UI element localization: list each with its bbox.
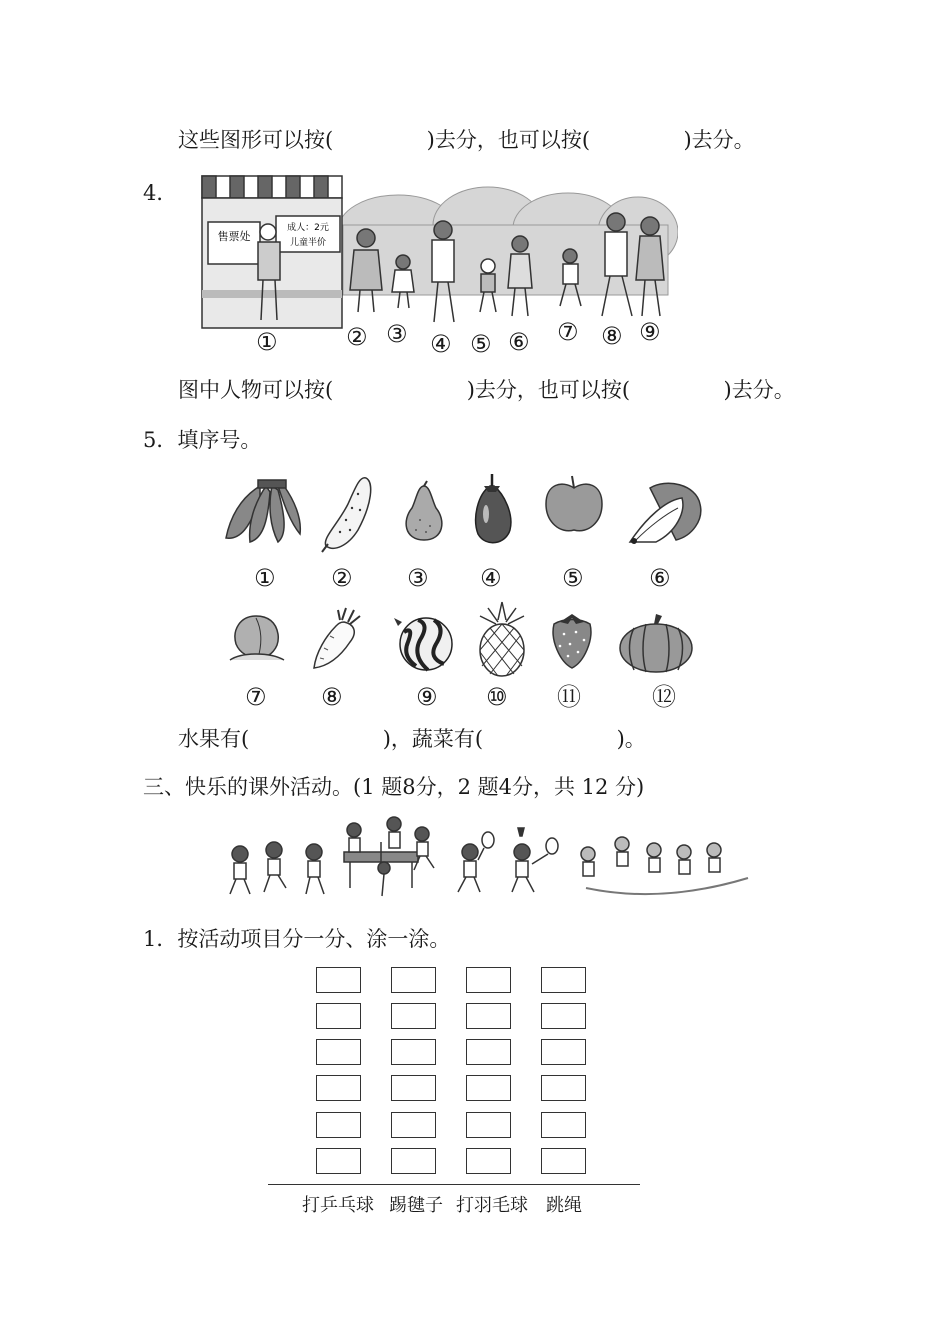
grid-cell[interactable] [541,1112,586,1138]
category-label: 打乒乓球 [302,1195,374,1216]
grid-cell[interactable] [541,1148,586,1174]
grid-cell[interactable] [466,967,511,993]
pumpkin-icon [616,612,696,674]
q3-question-text: 这些图形可以按( )去分，也可以按( )去分。 [178,128,755,152]
person-number: ② [346,323,368,351]
person-number: ④ [430,330,452,358]
category-label: 踢毽子 [389,1195,443,1216]
item-number: ⑪ [557,683,581,711]
apple-icon [542,474,606,536]
q5-question-text: 水果有( )，蔬菜有( )。 [178,727,646,751]
item-number: ⑫ [652,683,676,711]
s3q1-title: 1．按活动项目分一分、涂一涂。 [143,927,451,951]
grid-cell[interactable] [541,1003,586,1029]
item-number: ⑤ [562,564,584,592]
booth-sign: 售票处 [217,230,251,243]
item-number: ① [254,564,276,592]
item-number: ⑧ [321,683,343,711]
q4-question-text: 图中人物可以按( )去分，也可以按( )去分。 [178,378,795,402]
grid-cell[interactable] [541,967,586,993]
grid-cell[interactable] [466,1075,511,1101]
item-number: ⑩ [486,683,508,711]
eggplant-icon [468,472,516,546]
price-line-adult: 成人：2元 [287,223,329,233]
grid-cell[interactable] [541,1039,586,1065]
grid-cell[interactable] [541,1075,586,1101]
grid-cell[interactable] [391,967,436,993]
grid-cell[interactable] [391,1039,436,1065]
banana-icon [220,478,304,548]
grid-baseline [268,1184,640,1185]
person-number: ⑧ [601,322,623,350]
cabbage-icon [626,478,704,548]
activities-illustration [222,808,752,898]
strawberry-icon [546,610,598,672]
item-number: ⑥ [649,564,671,592]
peach-icon [226,608,288,664]
grid-cell[interactable] [316,1039,361,1065]
price-line-child: 儿童半价 [289,238,327,248]
radish-icon [306,606,366,670]
grid-cell[interactable] [316,967,361,993]
person-number: ① [256,328,278,356]
q5-title: 5．填序号。 [143,428,262,452]
q4-label: 4． [143,181,178,205]
cucumber-icon [318,474,378,554]
grid-cell[interactable] [391,1148,436,1174]
item-number: ⑦ [245,683,267,711]
item-number: ③ [407,564,429,592]
pineapple-icon [470,600,534,678]
person-number: ③ [386,320,408,348]
grid-cell[interactable] [391,1112,436,1138]
grid-cell[interactable] [466,1112,511,1138]
person-number: ⑥ [508,328,530,356]
person-number: ⑨ [639,318,661,346]
grid-cell[interactable] [316,1003,361,1029]
grid-cell[interactable] [316,1112,361,1138]
item-number: ⑨ [416,683,438,711]
watermelon-icon [388,612,458,672]
grid-cell[interactable] [391,1075,436,1101]
grid-cell[interactable] [466,1003,511,1029]
grid-cell[interactable] [466,1148,511,1174]
item-number: ④ [480,564,502,592]
section3-title: 三、快乐的课外活动。(1 题8分，2 题4分，共 12 分) [143,775,645,799]
category-label: 跳绳 [546,1195,582,1216]
grid-cell[interactable] [316,1148,361,1174]
item-number: ② [331,564,353,592]
grid-cell[interactable] [466,1039,511,1065]
grid-cell[interactable] [316,1075,361,1101]
person-number: ⑤ [470,330,492,358]
person-number: ⑦ [557,318,579,346]
pear-icon [400,480,448,544]
grid-cell[interactable] [391,1003,436,1029]
category-label: 打羽毛球 [456,1195,528,1216]
